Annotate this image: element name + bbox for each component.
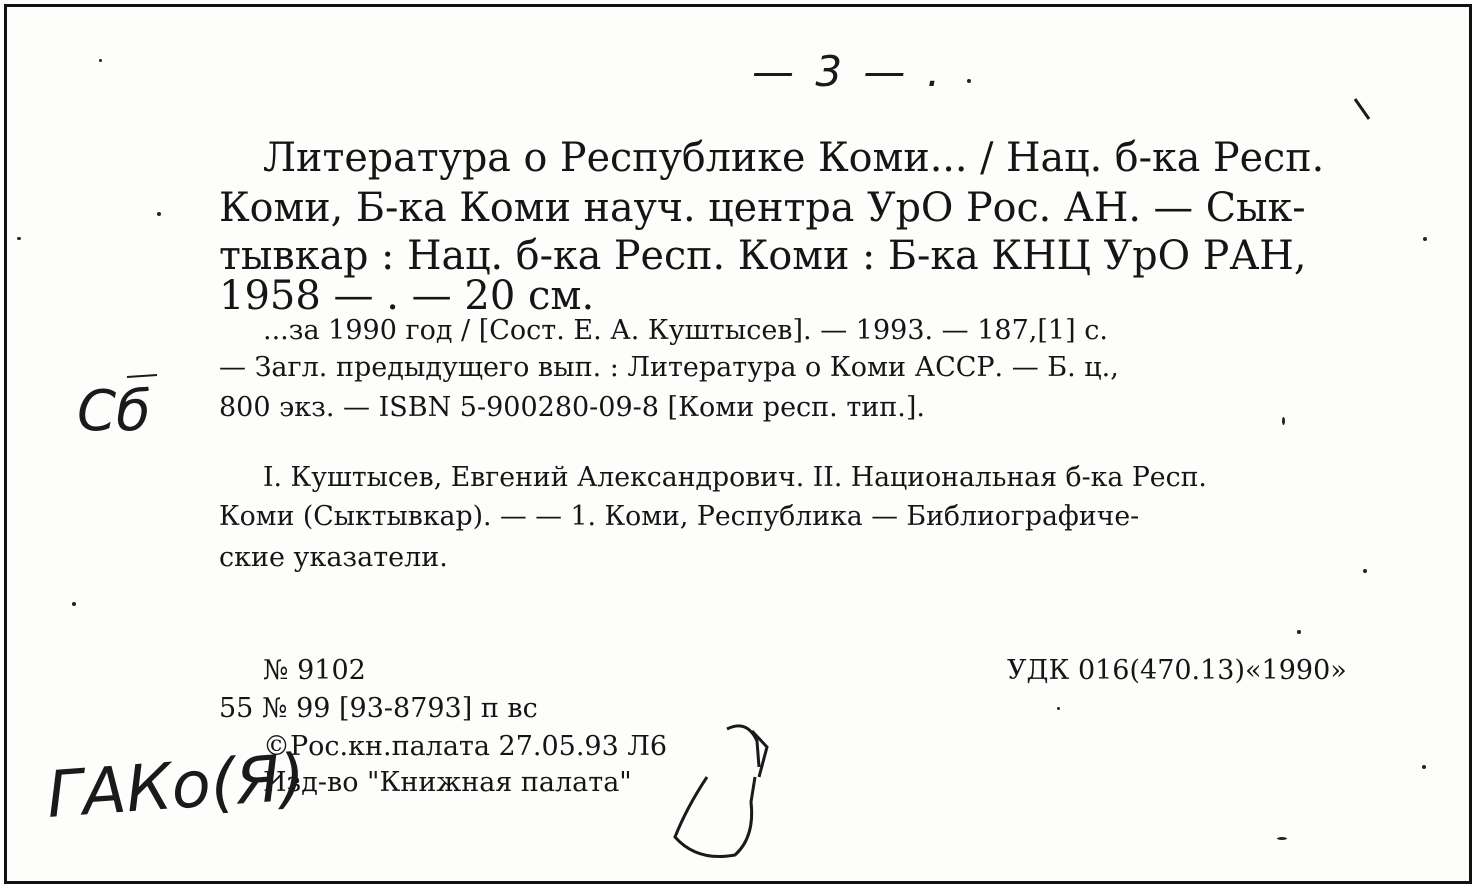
tracings-line-3: ские указатели. [219, 542, 448, 573]
heading-line-2: Коми, Б-ка Коми науч. центра УрО Рос. АН. — Сык- [219, 185, 1306, 231]
issue-line-2: — Загл. предыдущего вып. : Литература о Коми АССР. — Б. ц., [219, 352, 1119, 383]
scan-speck [1057, 707, 1060, 710]
scan-speck [1422, 765, 1426, 769]
scan-speck [1423, 237, 1427, 241]
catalog-card [4, 4, 1472, 884]
scan-speck [1282, 417, 1285, 425]
scan-speck [967, 79, 971, 83]
copyright-line: ©Рос.кн.палата 27.05.93 Л6 [263, 731, 668, 762]
page-number-mark: — 3 — . [752, 47, 945, 96]
publisher-line: Изд-во "Книжная палата" [263, 767, 632, 798]
scan-speck [72, 602, 76, 606]
tracings-line-2: Коми (Сыктывкар). — — 1. Коми, Республика — Библиографиче- [219, 501, 1140, 532]
scan-speck [1363, 569, 1367, 573]
issue-line-1: ...за 1990 год / [Сост. Е. А. Куштысев]. — 1993. — 187,[1] с. [263, 315, 1108, 346]
scan-speck [1297, 630, 1301, 634]
heading-line-3: тывкар : Нац. б-ка Респ. Коми : Б-ка КНЦ УрО РАН, [219, 233, 1307, 279]
scan-speck [99, 59, 102, 62]
udc-code: УДК 016(470.13)«1990» [1007, 655, 1347, 686]
scan-speck [17, 237, 21, 240]
scan-speck [157, 212, 161, 216]
handwritten-margin-note: Сб [77, 379, 151, 444]
pen-strokes [7, 7, 1472, 884]
handwritten-archive-mark: ГАКо(Я) [44, 741, 308, 833]
scan-speck [1277, 837, 1287, 840]
order-line: 55 № 99 [93-8793] п вс [219, 693, 538, 724]
heading-line-4: 1958 — . — 20 см. [219, 273, 595, 319]
card-number: № 9102 [263, 655, 366, 686]
heading-line-1: Литература о Республике Коми... / Нац. б-ка Респ. [263, 135, 1325, 181]
issue-line-3: 800 экз. — ISBN 5-900280-09-8 [Коми респ. тип.]. [219, 392, 925, 423]
tracings-line-1: I. Куштысев, Евгений Александрович. II. Национальная б-ка Респ. [263, 462, 1207, 493]
